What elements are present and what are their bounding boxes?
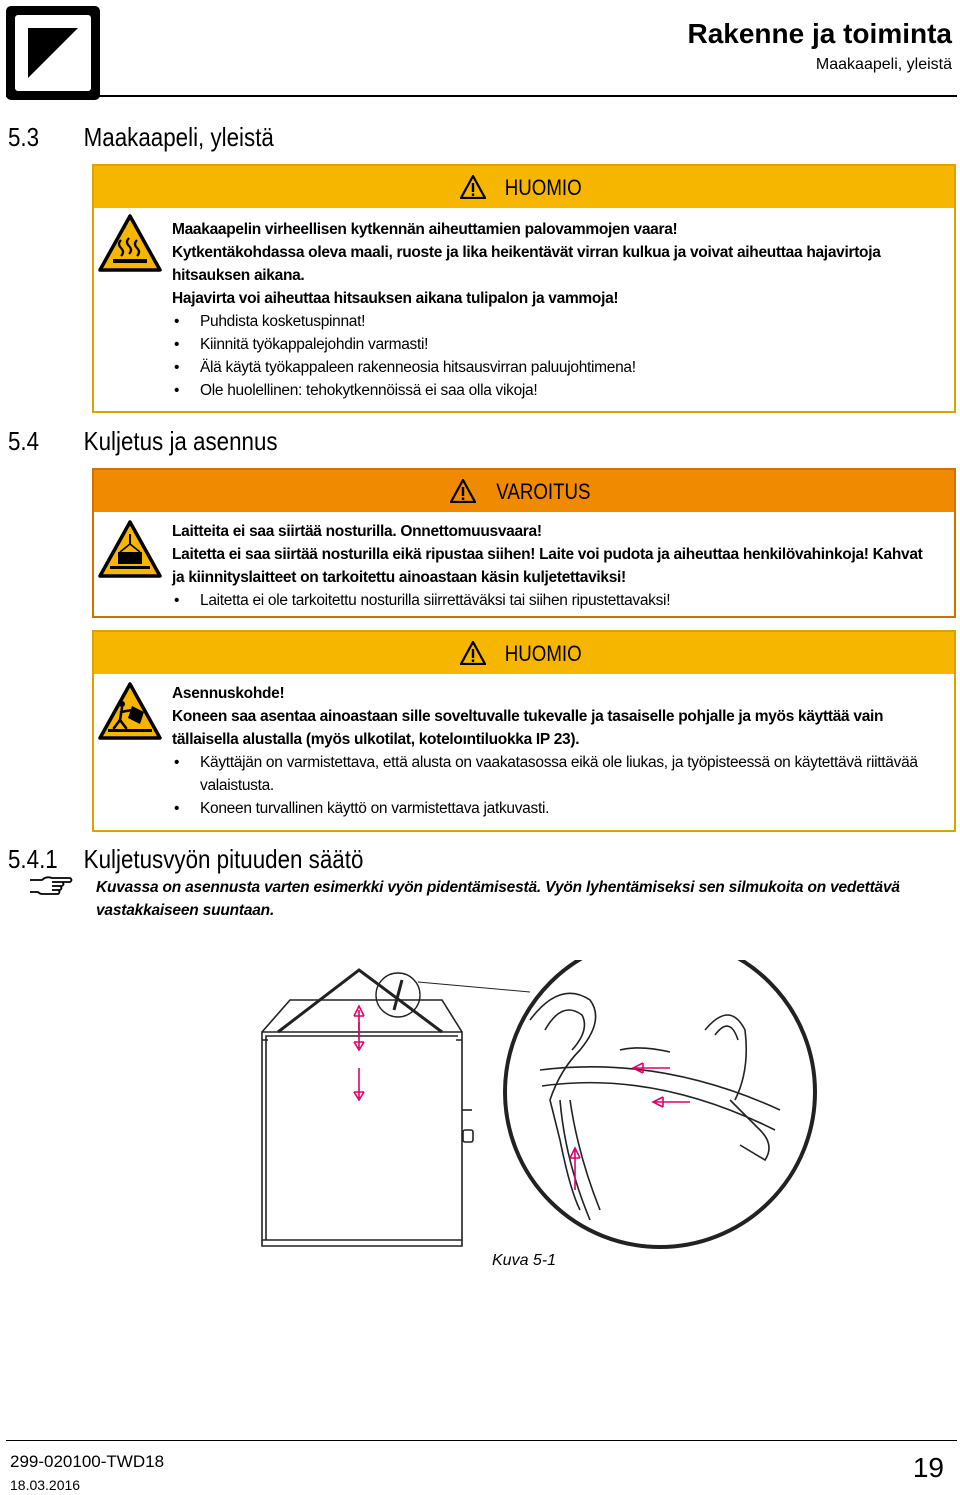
strap-adjustment-figure	[260, 960, 950, 1250]
caution-header	[94, 166, 954, 208]
caution-bullet: • Kiinnitä työkappalejohdin varmasti!	[172, 333, 936, 356]
suspended-load-warning-icon	[98, 520, 162, 578]
note-text: Kuvassa on asennusta varten esimerkki vyön pidentämisestä. Vyön lyhentämiseksi sen silmukoita on vedettävä vastakkaiseen suuntaan.	[96, 879, 900, 919]
caution-line: Hajavirta voi aiheuttaa hitsauksen aikana tulipalon ja vammoja!	[172, 290, 619, 307]
warning-bullet: • Laitetta ei ole tarkoitettu nosturilla siirrettäväksi tai siihen ripustettavaksi!	[172, 589, 936, 612]
caution-bullet: • Älä käytä työkappaleen rakenneosia hitsausvirran paluujohtimena!	[172, 356, 936, 379]
warning-box-crane	[92, 468, 956, 618]
caution-body	[172, 218, 936, 402]
section-heading-5-4: 5.4 Kuljetus ja asennus	[8, 426, 278, 456]
brand-logo	[6, 6, 100, 100]
warning-body	[172, 520, 936, 612]
warning-label: VAROITUS	[495, 479, 591, 504]
strap-arrows	[354, 1006, 364, 1100]
logo-mark-icon	[6, 6, 100, 100]
caution-line: Maakaapelin virheellisen kytkennän aiheuttamien palovammojen vaara!	[172, 221, 678, 238]
detail-view	[505, 960, 815, 1247]
document-date: 18.03.2016	[10, 1477, 81, 1493]
caution-bullet: • Puhdista kosketuspinnat!	[172, 310, 936, 333]
warning-triangle-icon	[460, 641, 486, 665]
figure-caption: Kuva 5-1	[492, 1252, 557, 1269]
chapter-title: Rakenne ja toiminta	[687, 18, 952, 49]
hot-surface-warning-icon	[98, 214, 162, 272]
machine-illustration	[262, 970, 473, 1246]
pointing-hand-icon	[28, 874, 74, 898]
section-heading-5-3: 5.3 Maakaapeli, yleistä	[8, 122, 274, 152]
chapter-subtitle: Maakaapeli, yleistä	[815, 56, 952, 73]
page-number: 19	[912, 1452, 944, 1483]
caution-header	[94, 632, 954, 674]
warning-header	[94, 470, 954, 512]
caution-bullet: • Käyttäjän on varmistettava, että alusta on vaakatasossa eikä ole liukas, ja työpisteessä on käytettävä riittävää valaistusta.	[172, 751, 936, 797]
warning-triangle-icon	[450, 479, 476, 503]
caution-box-installation	[92, 630, 956, 832]
caution-label: HUOMIO	[504, 175, 582, 200]
warning-triangle-icon	[460, 175, 486, 199]
section-heading-5-4-1: 5.4.1 Kuljetusvyön pituuden säätö	[8, 844, 364, 874]
caution-label: HUOMIO	[504, 641, 582, 666]
warning-line: Laitetta ei saa siirtää nosturilla eikä ripustaa siihen! Laite voi pudota ja aiheuttaa henkilövahinkoja! Kahvat ja kiinnityslaitteet on tarkoitettu ainoastaan käsin kuljetettaviksi!	[172, 546, 923, 586]
footer-divider	[6, 1440, 957, 1441]
warning-line: Laitteita ei saa siirtää nosturilla. Onnettomuusvaara!	[172, 523, 542, 540]
caution-box-ground-cable	[92, 164, 956, 413]
caution-body	[172, 682, 936, 820]
caution-line: Kytkentäkohdassa oleva maali, ruoste ja lika heikentävät virran kulkua ja voivat aiheuttaa hajavirtoja hitsauksen aikana.	[172, 244, 881, 284]
caution-bullet: • Koneen turvallinen käyttö on varmistettava jatkuvasti.	[172, 797, 936, 820]
caution-line: Koneen saa asentaa ainoastaan sille soveltuvalle tukevalle ja tasaiselle pohjalle ja myös käyttää vain tällaisella alustalla (myös ulkotilat, koteloıntiluokka IP 23).	[172, 708, 884, 748]
document-id: 299-020100-TWD18	[10, 1452, 165, 1471]
caution-bullet: • Ole huolellinen: tehokytkennöissä ei saa olla vikoja!	[172, 379, 936, 402]
tipping-hazard-warning-icon	[98, 682, 162, 740]
header-divider	[6, 95, 957, 97]
caution-line: Asennuskohde!	[172, 685, 285, 702]
